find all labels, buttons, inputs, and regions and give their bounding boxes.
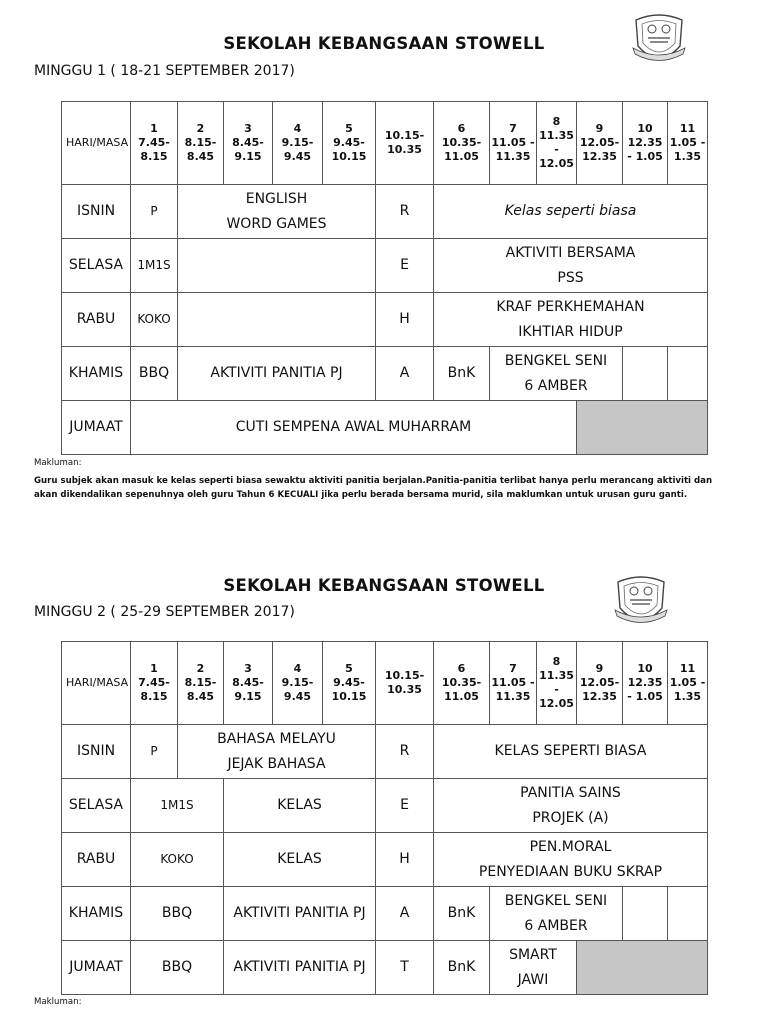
cell-activity — [178, 293, 376, 347]
day-label: ISNIN — [62, 185, 131, 239]
cell-rehat: A — [376, 347, 434, 401]
cell-p1: BBQ — [131, 941, 224, 995]
school-crest-icon — [612, 574, 670, 630]
cell-after: BENGKEL SENI 6 AMBER — [490, 887, 623, 941]
header-period-6: 6 10.35-11.05 — [434, 642, 490, 725]
timetable — [61, 641, 708, 995]
cell-p1: P — [131, 725, 178, 779]
cell-rehat: E — [376, 779, 434, 833]
day-label: JUMAAT — [62, 941, 131, 995]
cell-after: KRAF PERKHEMAHAN IKHTIAR HIDUP — [434, 293, 708, 347]
cell-activity — [178, 239, 376, 293]
row-isnin — [62, 725, 708, 779]
day-label: KHAMIS — [62, 887, 131, 941]
row-jumaat — [62, 401, 708, 455]
week-title: MINGGU 2 ( 25-29 SEPTEMBER 2017) — [34, 604, 295, 620]
cell-empty — [668, 887, 708, 941]
day-label: SELASA — [62, 239, 131, 293]
day-label: SELASA — [62, 779, 131, 833]
header-period-2: 2 8.15-8.45 — [178, 102, 224, 185]
row-khamis — [62, 887, 708, 941]
header-period-3: 3 8.45-9.15 — [224, 642, 273, 725]
cell-p1: BBQ — [131, 347, 178, 401]
header-period-4: 4 9.15-9.45 — [273, 102, 323, 185]
cell-after: BENGKEL SENI 6 AMBER — [490, 347, 623, 401]
school-title: SEKOLAH KEBANGSAAN STOWELL — [223, 576, 545, 595]
school-title: SEKOLAH KEBANGSAAN STOWELL — [223, 34, 545, 53]
header-period-3: 3 8.45-9.15 — [224, 102, 273, 185]
notes-label: Makluman: — [34, 458, 82, 468]
header-row — [62, 642, 708, 725]
header-period-10: 10 12.35 - 1.05 — [623, 102, 668, 185]
row-rabu — [62, 833, 708, 887]
timetable-week-2 — [0, 540, 768, 1024]
header-period-8: 8 11.35 - 12.05 — [537, 102, 577, 185]
cell-after: PEN.MORAL PENYEDIAAN BUKU SKRAP — [434, 833, 708, 887]
cell-activity: KELAS — [224, 833, 376, 887]
cell-activity: BAHASA MELAYU JEJAK BAHASA — [178, 725, 376, 779]
school-crest-icon — [630, 12, 688, 68]
row-selasa — [62, 779, 708, 833]
header-period-9: 9 12.05-12.35 — [577, 102, 623, 185]
header-period-7: 7 11.05 - 11.35 — [490, 642, 537, 725]
header-period-1: 1 7.45-8.15 — [131, 642, 178, 725]
cell-activity: AKTIVITI PANITIA PJ — [224, 887, 376, 941]
cell-p1: 1M1S — [131, 779, 224, 833]
cell-p1: P — [131, 185, 178, 239]
cell-p1: KOKO — [131, 833, 224, 887]
notes — [34, 456, 734, 502]
cell-holiday: CUTI SEMPENA AWAL MUHARRAM — [131, 401, 577, 455]
cell-activity: AKTIVITI PANITIA PJ — [178, 347, 376, 401]
header-rehat: 10.15-10.35 — [376, 642, 434, 725]
cell-grey — [577, 941, 708, 995]
row-rabu — [62, 293, 708, 347]
cell-p1: BBQ — [131, 887, 224, 941]
cell-p6: BnK — [434, 347, 490, 401]
cell-p6: BnK — [434, 887, 490, 941]
cell-p6: BnK — [434, 941, 490, 995]
notes — [34, 995, 734, 1009]
cell-rehat: A — [376, 887, 434, 941]
cell-empty — [668, 347, 708, 401]
header-period-7: 7 11.05 - 11.35 — [490, 102, 537, 185]
notes-label: Makluman: — [34, 997, 82, 1007]
cell-empty — [623, 887, 668, 941]
day-label: RABU — [62, 833, 131, 887]
header-period-10: 10 12.35 - 1.05 — [623, 642, 668, 725]
header-period-6: 6 10.35-11.05 — [434, 102, 490, 185]
row-isnin — [62, 185, 708, 239]
row-selasa — [62, 239, 708, 293]
cell-p1: KOKO — [131, 293, 178, 347]
cell-rehat: R — [376, 725, 434, 779]
header-period-11: 11 1.05 - 1.35 — [668, 102, 708, 185]
cell-rehat: H — [376, 293, 434, 347]
timetable — [61, 101, 708, 455]
cell-after: PANITIA SAINS PROJEK (A) — [434, 779, 708, 833]
row-khamis — [62, 347, 708, 401]
cell-rehat: T — [376, 941, 434, 995]
cell-activity: KELAS — [224, 779, 376, 833]
day-label: ISNIN — [62, 725, 131, 779]
header-hari: HARI/MASA — [62, 642, 131, 725]
cell-activity: ENGLISH WORD GAMES — [178, 185, 376, 239]
header-period-5: 5 9.45-10.15 — [323, 102, 376, 185]
header-period-8: 8 11.35 - 12.05 — [537, 642, 577, 725]
cell-grey — [577, 401, 708, 455]
day-label: JUMAAT — [62, 401, 131, 455]
header-period-4: 4 9.15-9.45 — [273, 642, 323, 725]
header-row — [62, 102, 708, 185]
notes-text: Guru subjek akan masuk ke kelas seperti biasa sewaktu aktiviti panitia berjalan.Panitia-panitia terlibat hanya perlu merancang aktiviti dan akan dikendalikan sepenuhnya oleh guru Tahun 6 KECUALI jika perlu berada bersama murid, sila maklumkan untuk urusan guru ganti. — [34, 476, 713, 500]
cell-rehat: R — [376, 185, 434, 239]
header-period-11: 11 1.05 - 1.35 — [668, 642, 708, 725]
cell-rehat: E — [376, 239, 434, 293]
header-period-9: 9 12.05-12.35 — [577, 642, 623, 725]
header-period-2: 2 8.15-8.45 — [178, 642, 224, 725]
week-title: MINGGU 1 ( 18-21 SEPTEMBER 2017) — [34, 63, 295, 79]
cell-p1: 1M1S — [131, 239, 178, 293]
cell-empty — [623, 347, 668, 401]
header-period-5: 5 9.45-10.15 — [323, 642, 376, 725]
cell-after: SMART JAWI — [490, 941, 577, 995]
header-rehat: 10.15-10.35 — [376, 102, 434, 185]
cell-after: KELAS SEPERTI BIASA — [434, 725, 708, 779]
day-label: KHAMIS — [62, 347, 131, 401]
cell-after: AKTIVITI BERSAMA PSS — [434, 239, 708, 293]
cell-activity: AKTIVITI PANITIA PJ — [224, 941, 376, 995]
header-hari: HARI/MASA — [62, 102, 131, 185]
row-jumaat — [62, 941, 708, 995]
header-period-1: 1 7.45-8.15 — [131, 102, 178, 185]
day-label: RABU — [62, 293, 131, 347]
cell-rehat: H — [376, 833, 434, 887]
cell-after: Kelas seperti biasa — [434, 185, 708, 239]
